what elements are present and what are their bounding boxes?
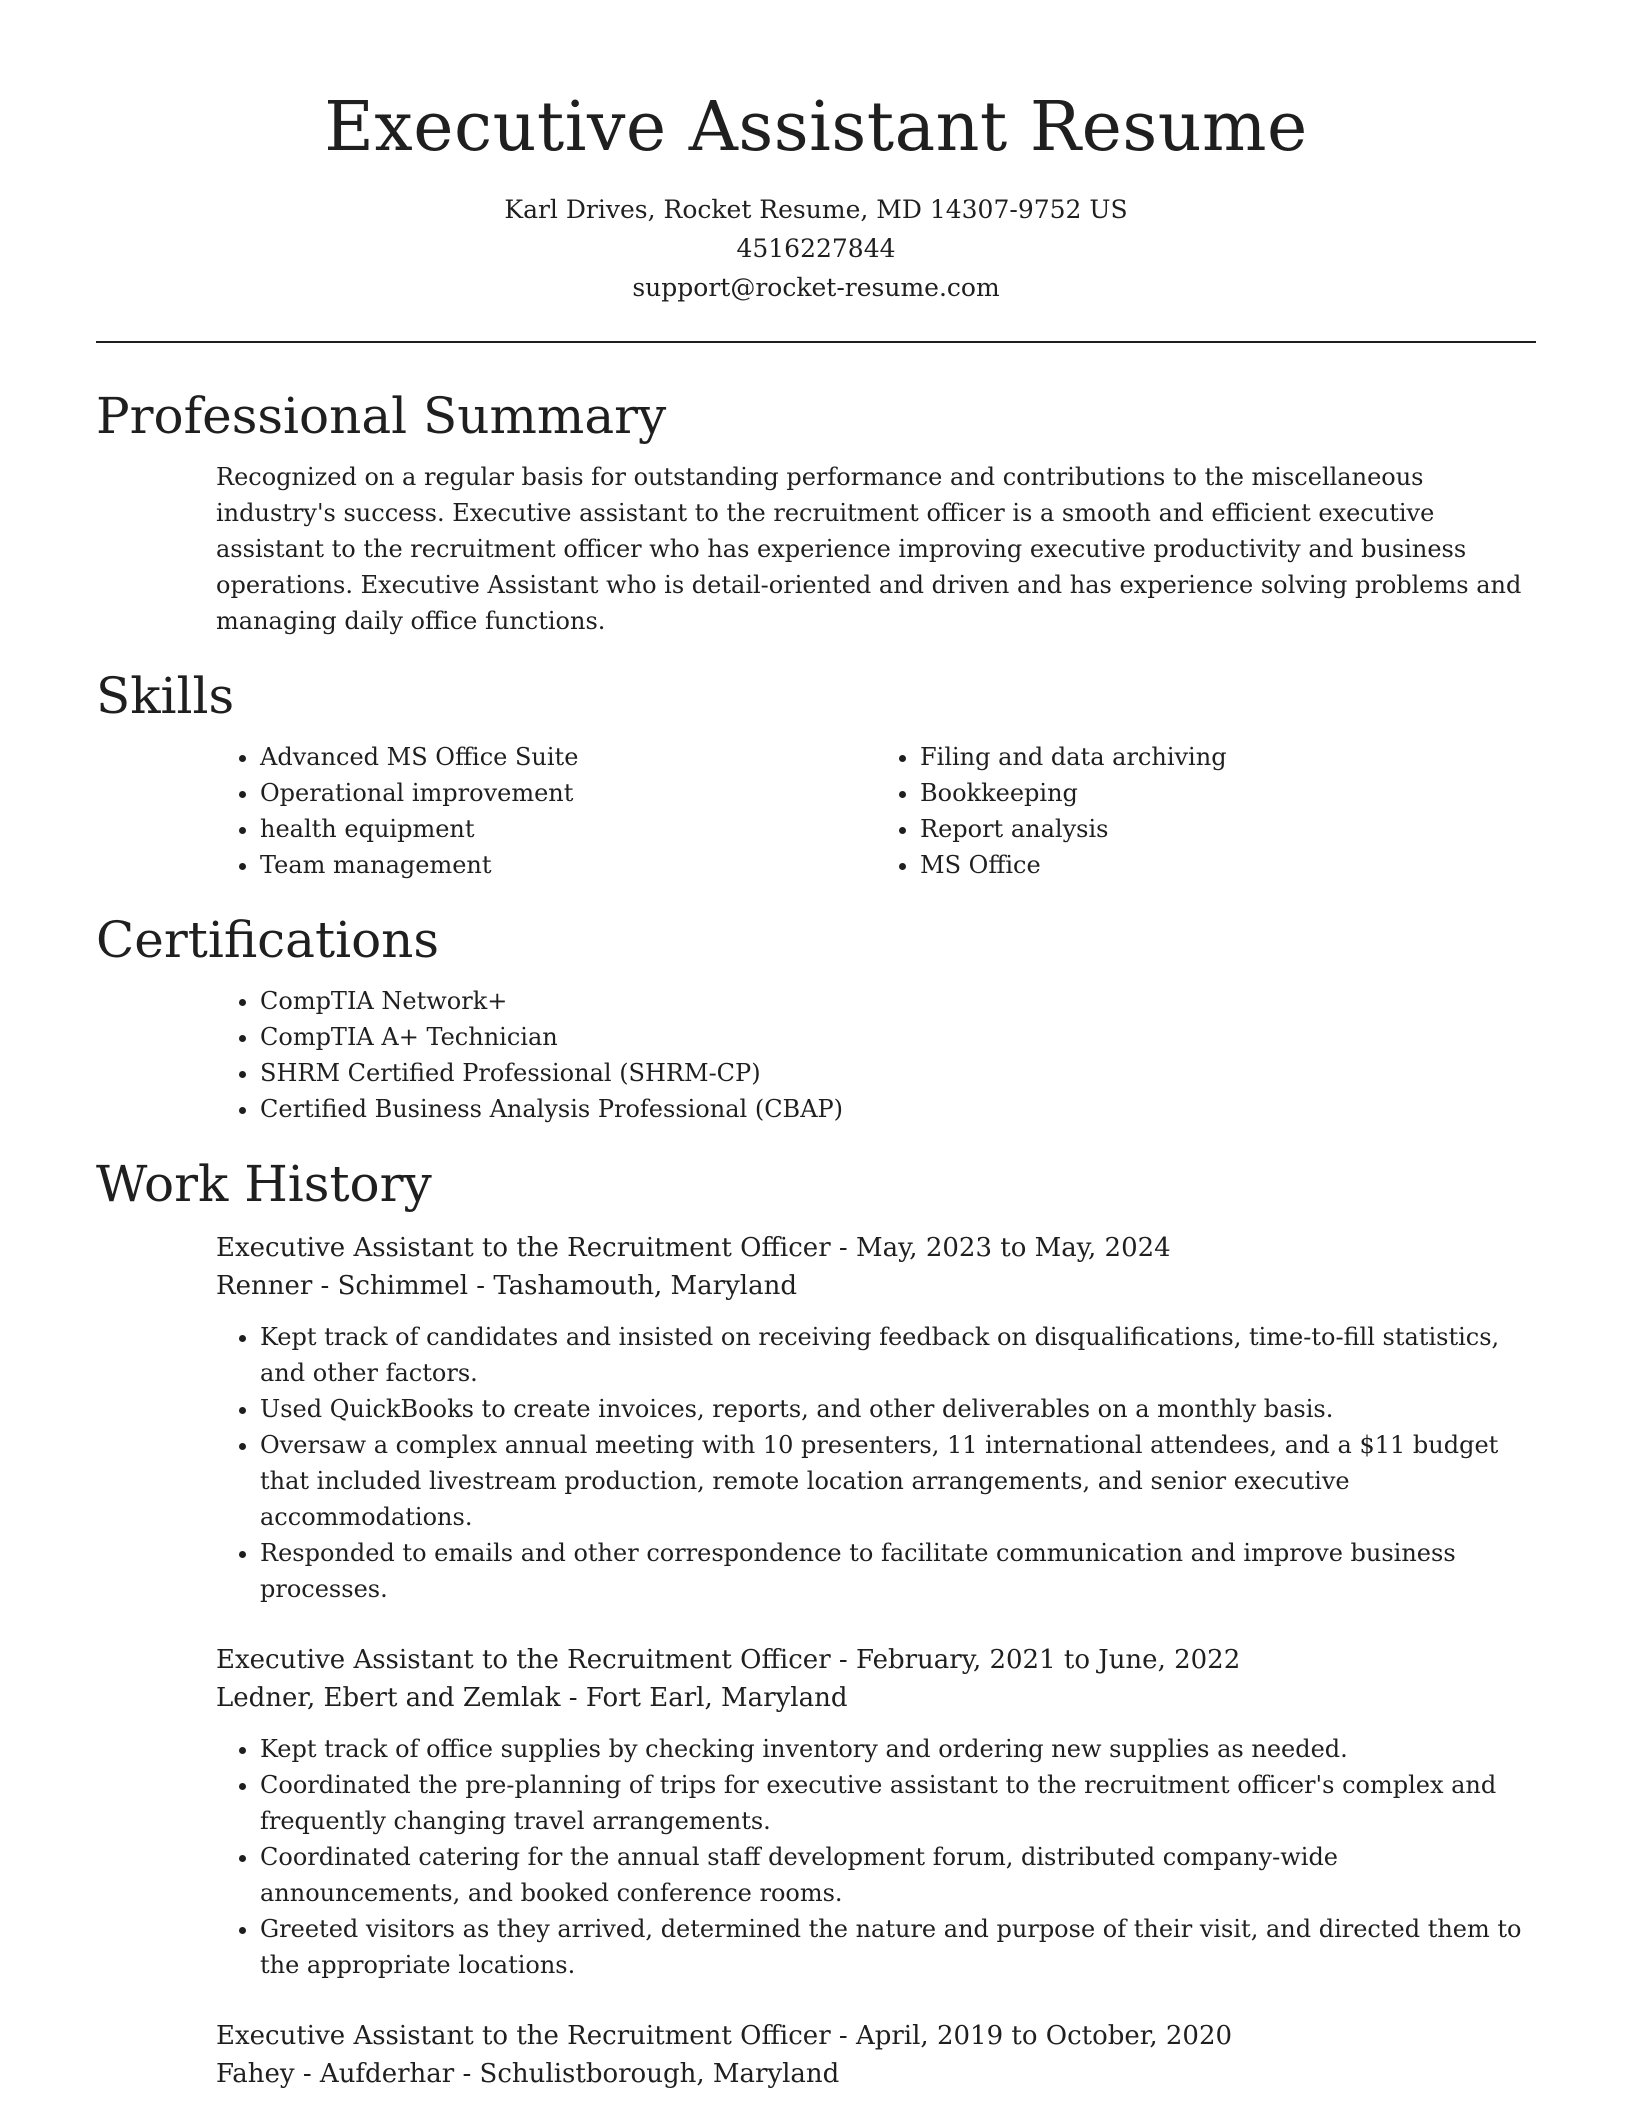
job-entry [216, 1641, 1536, 1983]
job-bullet: • Coordinated the pre-planning of trips for executive assistant to the recruitment officer's complex and frequently changing travel arrangements. [260, 1767, 1536, 1839]
summary-heading: Professional Summary [96, 387, 667, 445]
resume-page [96, 0, 1536, 2093]
contact-email: support@rocket-resume.com [632, 273, 1000, 302]
page-title: Executive Assistant Resume [324, 88, 1308, 167]
skill-item: • Bookkeeping [920, 775, 1536, 811]
skill-item: • Filing and data archiving [920, 739, 1536, 775]
certifications-heading: Certifications [96, 911, 440, 969]
job-entry [216, 2017, 1536, 2093]
skill-item: • Advanced MS Office Suite [260, 739, 876, 775]
skills-grid [216, 739, 1536, 883]
certifications-section [96, 909, 1536, 1127]
job-bullet: • Used QuickBooks to create invoices, reports, and other deliverables on a monthly basis. [260, 1391, 1536, 1427]
certification-item: • SHRM Certified Professional (SHRM-CP) [260, 1055, 1536, 1091]
contact-phone: 4516227844 [736, 234, 896, 263]
job-title-line: Executive Assistant to the Recruitment Officer - April, 2019 to October, 2020 [216, 2021, 1233, 2051]
job-company-line: Fahey - Aufderhar - Schulistborough, Maryland [216, 2059, 840, 2089]
job-bullet: • Coordinated catering for the annual staff development forum, distributed company-wide announcements, and booked conference rooms. [260, 1839, 1536, 1911]
job-title: Executive Assistant to the Recruitment Officer [216, 1233, 831, 1263]
skills-column-left [216, 739, 876, 883]
skill-item: • Operational improvement [260, 775, 876, 811]
job-bullet: • Kept track of candidates and insisted on receiving feedback on disqualifications, time-to-fill statistics, and other factors. [260, 1319, 1536, 1391]
certification-item: • Certified Business Analysis Professional (CBAP) [260, 1091, 1536, 1127]
job-entry [216, 1229, 1536, 1607]
work-history-heading: Work History [96, 1155, 432, 1213]
contact-address: Karl Drives, Rocket Resume, MD 14307-9752 US [504, 195, 1128, 224]
job-bullets [216, 1319, 1536, 1607]
job-title-line: Executive Assistant to the Recruitment Officer - May, 2023 to May, 2024 [216, 1233, 1171, 1263]
certification-item: • CompTIA A+ Technician [260, 1019, 1536, 1055]
job-location: Fort Earl, Maryland [585, 1683, 848, 1713]
job-dates: February, 2021 to June, 2022 [855, 1645, 1241, 1675]
header-divider [96, 341, 1536, 343]
job-dates: April, 2019 to October, 2020 [855, 2021, 1233, 2051]
job-title-line: Executive Assistant to the Recruitment Officer - February, 2021 to June, 2022 [216, 1645, 1241, 1675]
job-company: Renner - Schimmel [216, 1271, 469, 1301]
skills-section [96, 665, 1536, 883]
job-bullet: • Responded to emails and other correspondence to facilitate communication and improve business processes. [260, 1535, 1536, 1607]
summary-section [96, 385, 1536, 639]
job-location: Schulistborough, Maryland [479, 2059, 840, 2089]
skills-column-right [876, 739, 1536, 883]
job-location: Tashamouth, Maryland [493, 1271, 797, 1301]
job-bullet: • Greeted visitors as they arrived, determined the nature and purpose of their visit, and directed them to the appropriate locations. [260, 1911, 1536, 1983]
summary-text: Recognized on a regular basis for outstanding performance and contributions to the miscellaneous industry's success. Executive assistant to the recruitment officer is a smooth and efficient executive assistant to the recruitment officer who has experience improving executive productivity and business operations. Executive Assistant who is detail-oriented and driven and has experience solving problems and managing daily office functions. [216, 463, 1522, 635]
certifications-list [216, 983, 1536, 1127]
job-dates: May, 2023 to May, 2024 [855, 1233, 1171, 1263]
skills-heading: Skills [96, 667, 235, 725]
job-title: Executive Assistant to the Recruitment Officer [216, 1645, 831, 1675]
job-bullets [216, 1731, 1536, 1983]
certification-item: • CompTIA Network+ [260, 983, 1536, 1019]
work-history-section [96, 1153, 1536, 2093]
job-title: Executive Assistant to the Recruitment Officer [216, 2021, 831, 2051]
contact-block [96, 190, 1536, 307]
job-company: Fahey - Aufderhar [216, 2059, 455, 2089]
skill-item: • Report analysis [920, 811, 1536, 847]
job-bullet: • Oversaw a complex annual meeting with 10 presenters, 11 international attendees, and a $11 budget that included livestream production, remote location arrangements, and senior executive accommodations. [260, 1427, 1536, 1535]
job-bullet: • Kept track of office supplies by checking inventory and ordering new supplies as needed. [260, 1731, 1536, 1767]
skill-item: • health equipment [260, 811, 876, 847]
job-company: Ledner, Ebert and Zemlak [216, 1683, 561, 1713]
skill-item: • Team management [260, 847, 876, 883]
skill-item: • MS Office [920, 847, 1536, 883]
job-company-line: Ledner, Ebert and Zemlak - Fort Earl, Maryland [216, 1683, 848, 1713]
job-company-line: Renner - Schimmel - Tashamouth, Maryland [216, 1271, 797, 1301]
